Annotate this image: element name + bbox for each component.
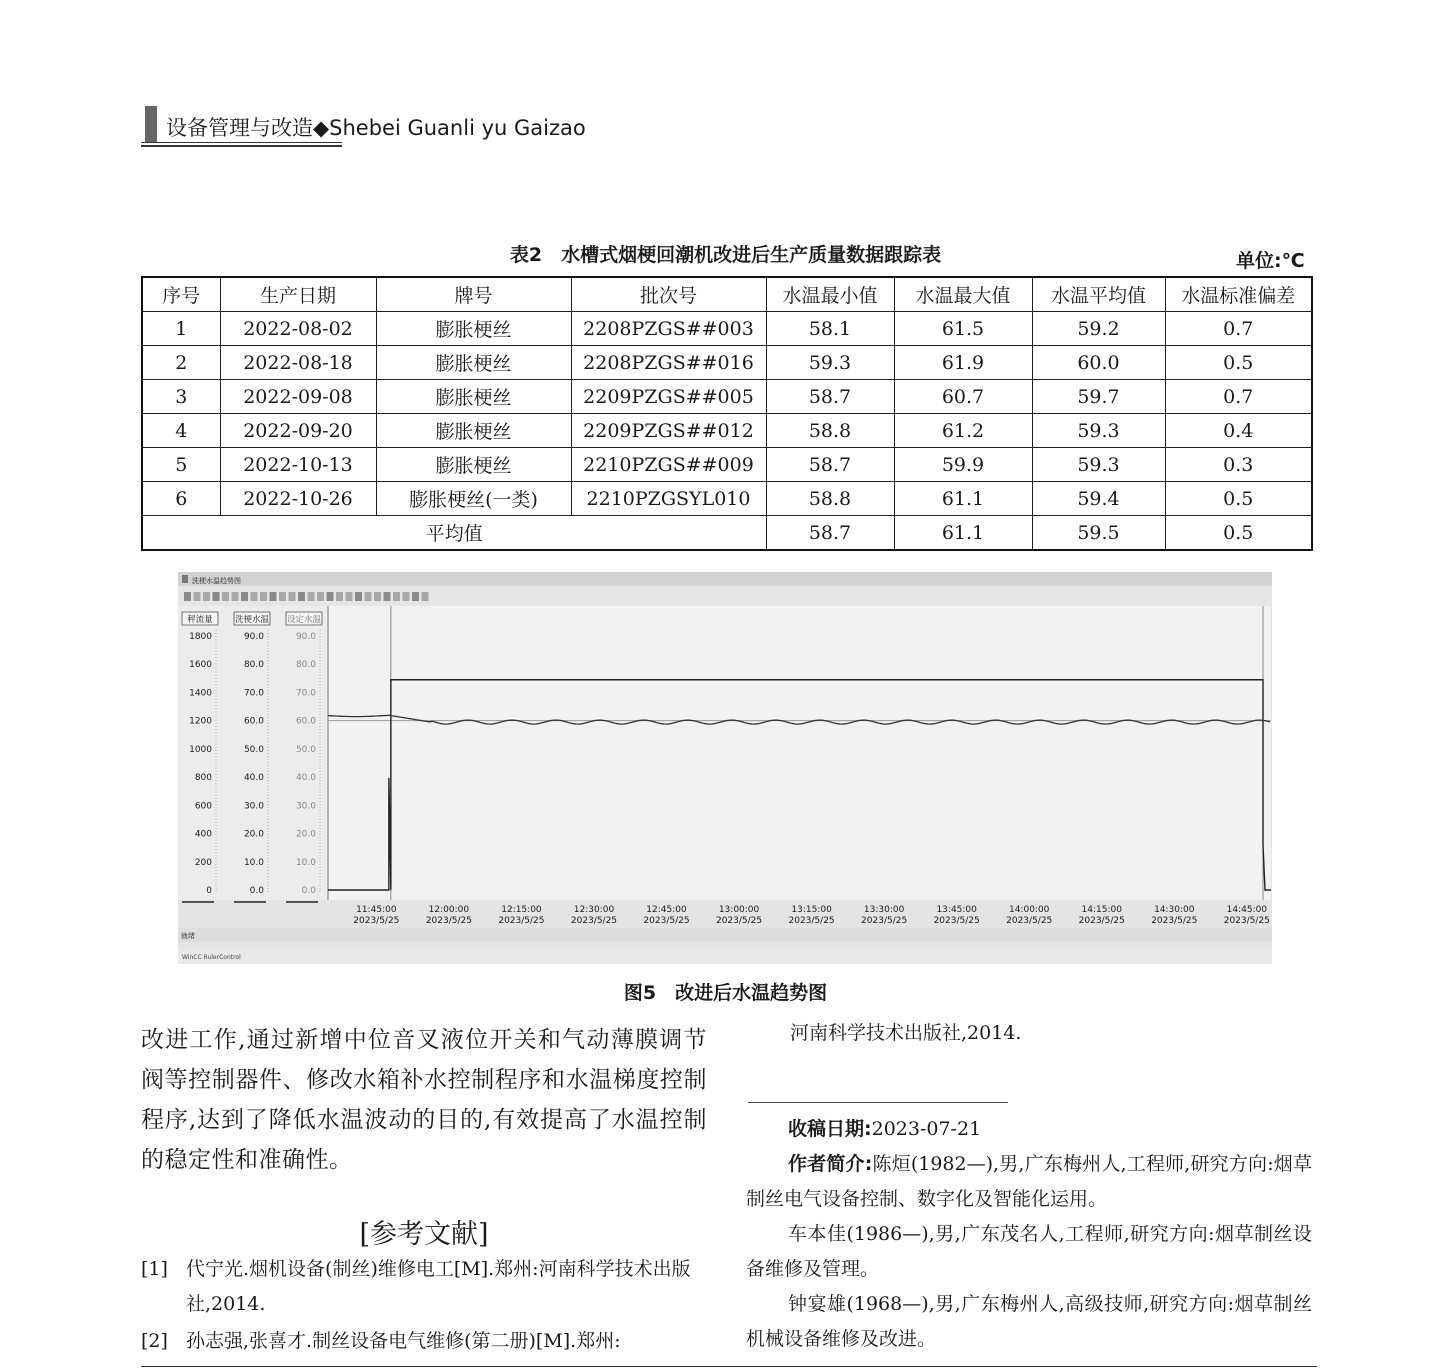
axis-name: 秤流量	[187, 615, 213, 625]
x-tick-date: 2023/5/25	[861, 916, 908, 926]
table-cell: 61.2	[894, 414, 1032, 448]
data-table	[141, 276, 1313, 551]
x-tick-date: 2023/5/25	[498, 916, 545, 926]
axis-tick-label: 40.0	[295, 773, 316, 784]
toolbar-button-icon[interactable]	[251, 592, 258, 601]
toolbar-button-icon[interactable]	[289, 592, 296, 601]
x-tick-time: 12:15:00	[501, 905, 542, 915]
table-row	[142, 346, 1312, 380]
table-cell: 59.3	[766, 346, 894, 380]
x-tick-time: 12:30:00	[573, 905, 615, 915]
axis-tick-label: 0.0	[249, 886, 264, 896]
received-date: 2023-07-21	[871, 1118, 982, 1140]
toolbar-button-icon[interactable]	[365, 592, 372, 601]
reference-item-2	[141, 1324, 707, 1359]
table-cell: 58.7	[766, 448, 894, 482]
axis-tick-label: 90.0	[295, 632, 316, 642]
table-cell: 2209PZGS##005	[571, 380, 766, 414]
toolbar-button-icon[interactable]	[393, 592, 400, 601]
toolbar-button-icon[interactable]	[412, 592, 419, 601]
table-cell: 0.7	[1165, 312, 1312, 346]
references-heading: [参考文献]	[359, 1219, 489, 1250]
author-1	[746, 1147, 1312, 1217]
x-tick-time: 12:45:00	[646, 905, 687, 915]
toolbar-button-icon[interactable]	[374, 592, 381, 601]
axis-tick-label: 30.0	[243, 801, 264, 812]
x-tick-time: 14:15:00	[1081, 905, 1122, 915]
reference-text: 代宁光.烟机设备(制丝)维修电工[M].郑州:河南科学技术出版社,2014.	[186, 1258, 691, 1315]
axis-tick-label: 90.0	[243, 632, 264, 642]
toolbar-button-icon[interactable]	[403, 592, 410, 601]
axis-tick-label: 800	[194, 773, 212, 784]
x-tick-date: 2023/5/25	[1223, 916, 1270, 926]
average-label: 平均值	[142, 516, 766, 551]
average-cell: 59.5	[1032, 516, 1165, 551]
status-text: 就绪	[181, 932, 195, 940]
table-header-row	[142, 277, 1312, 312]
axis-tick-label: 50.0	[295, 744, 316, 755]
toolbar-button-icon[interactable]	[346, 592, 353, 601]
toolbar-button-icon[interactable]	[222, 592, 229, 601]
table-cell: 膨胀梗丝	[376, 448, 571, 482]
toolbar-button-icon[interactable]	[298, 592, 305, 601]
axis-tick-label: 10.0	[243, 857, 264, 868]
toolbar-button-icon[interactable]	[317, 592, 324, 601]
toolbar-button-icon[interactable]	[327, 592, 334, 601]
table-cell: 2209PZGS##012	[571, 414, 766, 448]
author-3: 钟宴雄(1968—),男,广东梅州人,高级技师,研究方向:烟草制丝机械设备维修及改进。	[746, 1293, 1312, 1350]
table-cell: 59.2	[1032, 312, 1165, 346]
table-cell: 59.3	[1032, 448, 1165, 482]
window-title: 洗梗水温趋势图	[192, 577, 241, 585]
column-header: 水温最大值	[894, 277, 1032, 312]
x-tick-time: 13:45:00	[936, 905, 977, 915]
table-cell: 58.1	[766, 312, 894, 346]
reference-number: [1]	[141, 1258, 168, 1280]
axis-tick-label: 400	[194, 829, 212, 840]
body-paragraph: 改进工作,通过新增中位音叉液位开关和气动薄膜调节阀等控制器件、修改水箱补水控制程序和水温梯度控制程序,达到了降低水温波动的目的,有效提高了水温控制的稳定性和准确性。	[141, 1027, 707, 1173]
average-row	[142, 516, 1312, 551]
table-row	[142, 448, 1312, 482]
x-tick-date: 2023/5/25	[425, 916, 472, 926]
toolbar-button-icon[interactable]	[336, 592, 343, 601]
axis-tick-label: 600	[194, 801, 212, 812]
header-bar	[145, 106, 157, 142]
table-cell: 61.1	[894, 482, 1032, 516]
x-tick-date: 2023/5/25	[715, 916, 763, 926]
table-cell: 59.7	[1032, 380, 1165, 414]
axis-tick-label: 200	[194, 857, 212, 868]
table-unit: 单位:℃	[1236, 250, 1305, 272]
axis-tick-label: 50.0	[243, 744, 264, 755]
header-rule	[141, 142, 342, 143]
axis-name: 洗梗水温	[234, 615, 270, 625]
bottom-rule	[141, 1366, 1317, 1367]
table-cell: 1	[142, 312, 220, 346]
axis-tick-label: 70.0	[243, 688, 264, 699]
x-tick-time: 13:00:00	[718, 905, 760, 915]
table-caption: 表2 水槽式烟梗回潮机改进后生产质量数据跟踪表	[509, 244, 942, 266]
table-cell: 0.4	[1165, 414, 1312, 448]
toolbar-button-icon[interactable]	[213, 592, 220, 601]
axis-tick-label: 40.0	[243, 773, 264, 784]
toolbar-button-icon[interactable]	[241, 592, 248, 601]
column-header: 水温标准偏差	[1165, 277, 1312, 312]
figure-caption: 图5 改进后水温趋势图	[623, 982, 828, 1004]
table-cell: 2022-09-08	[220, 380, 376, 414]
toolbar-button-icon[interactable]	[308, 592, 315, 601]
header-rule-thick	[141, 145, 342, 147]
axis-tick-label: 70.0	[295, 688, 316, 699]
table-cell: 0.3	[1165, 448, 1312, 482]
axis-tick-label: 1400	[189, 688, 212, 699]
axis-tick-label: 1600	[189, 660, 212, 671]
journal-header: 设备管理与改造◆Shebei Guanli yu Gaizao	[166, 116, 586, 140]
table-cell: 2	[142, 346, 220, 380]
table-cell: 3	[142, 380, 220, 414]
x-tick-date: 2023/5/25	[933, 916, 980, 926]
table-cell: 2208PZGS##003	[571, 312, 766, 346]
table-cell: 0.7	[1165, 380, 1312, 414]
table-cell: 2022-10-26	[220, 482, 376, 516]
reference-number: [2]	[141, 1330, 168, 1352]
table-cell: 58.8	[766, 482, 894, 516]
table-cell: 2208PZGS##016	[571, 346, 766, 380]
x-tick-time: 12:00:00	[428, 905, 470, 915]
table-cell: 膨胀梗丝	[376, 312, 571, 346]
table-cell: 61.9	[894, 346, 1032, 380]
column-header: 批次号	[571, 277, 766, 312]
toolbar-button-icon[interactable]	[194, 592, 201, 601]
received-date-line	[746, 1112, 1312, 1147]
x-tick-date: 2023/5/25	[570, 916, 618, 926]
axis-tick-label: 20.0	[295, 829, 316, 840]
toolbar-button-icon[interactable]	[355, 592, 362, 601]
table-cell: 2022-08-18	[220, 346, 376, 380]
table-cell: 2022-09-20	[220, 414, 376, 448]
table-cell: 59.4	[1032, 482, 1165, 516]
x-tick-time: 13:30:00	[863, 905, 905, 915]
x-tick-time: 13:15:00	[791, 905, 832, 915]
table-row	[142, 312, 1312, 346]
footer-bar	[178, 948, 1272, 964]
table-cell: 58.7	[766, 380, 894, 414]
column-header: 生产日期	[220, 277, 376, 312]
table-cell: 0.5	[1165, 482, 1312, 516]
toolbar-button-icon[interactable]	[232, 592, 239, 601]
x-tick-time: 14:45:00	[1226, 905, 1268, 915]
toolbar-button-icon[interactable]	[203, 592, 210, 601]
table-cell: 2022-10-13	[220, 448, 376, 482]
trend-chart	[178, 572, 1272, 964]
average-cell: 61.1	[894, 516, 1032, 551]
table-cell: 2210PZGS##009	[571, 448, 766, 482]
table-cell: 5	[142, 448, 220, 482]
title-bar	[178, 572, 1272, 586]
axis-tick-label: 0.0	[301, 886, 316, 896]
x-tick-date: 2023/5/25	[1006, 916, 1053, 926]
x-tick-date: 2023/5/25	[788, 916, 835, 926]
plot-area	[328, 606, 1271, 900]
window-icon	[182, 575, 188, 583]
toolbar-button-icon[interactable]	[270, 592, 277, 601]
table-body	[142, 312, 1312, 551]
footer-label: WinCC RulerControl	[182, 954, 241, 961]
toolbar-button-icon[interactable]	[422, 592, 429, 601]
x-tick-date: 2023/5/25	[1151, 916, 1198, 926]
table-cell: 4	[142, 414, 220, 448]
axis-tick-label: 20.0	[243, 829, 264, 840]
author-label: 作者简介:	[788, 1153, 873, 1175]
table-cell: 60.0	[1032, 346, 1165, 380]
table-cell: 0.5	[1165, 346, 1312, 380]
toolbar-button-icon[interactable]	[260, 592, 267, 601]
axis-tick-label: 1000	[189, 744, 212, 755]
axis-tick-label: 60.0	[243, 716, 264, 727]
table-cell: 膨胀梗丝	[376, 380, 571, 414]
axis-tick-label: 60.0	[295, 716, 316, 727]
average-cell: 0.5	[1165, 516, 1312, 551]
axis-tick-label: 80.0	[243, 660, 264, 671]
table-cell: 58.8	[766, 414, 894, 448]
toolbar-button-icon[interactable]	[279, 592, 286, 601]
axis-tick-label: 0	[206, 886, 212, 896]
table-cell: 60.7	[894, 380, 1032, 414]
table-cell: 2022-08-02	[220, 312, 376, 346]
reference-continuation: 河南科学技术出版社,2014.	[790, 1022, 1022, 1044]
status-bar	[178, 928, 1272, 942]
table-cell: 59.3	[1032, 414, 1165, 448]
author-2: 车本佳(1986—),男,广东茂名人,工程师,研究方向:烟草制丝设备维修及管理。	[746, 1223, 1312, 1280]
x-tick-time: 14:30:00	[1154, 905, 1195, 915]
x-tick-time: 14:00:00	[1008, 905, 1050, 915]
x-tick-date: 2023/5/25	[1078, 916, 1125, 926]
reference-item-1	[141, 1252, 707, 1322]
table-cell: 61.5	[894, 312, 1032, 346]
axis-tick-label: 10.0	[295, 857, 316, 868]
x-tick-time: 11:45:00	[356, 905, 397, 915]
table-cell: 膨胀梗丝	[376, 346, 571, 380]
axis-tick-label: 1800	[189, 632, 212, 642]
x-tick-date: 2023/5/25	[353, 916, 400, 926]
column-header: 序号	[142, 277, 220, 312]
table-cell: 2210PZGSYL010	[571, 482, 766, 516]
table-cell: 59.9	[894, 448, 1032, 482]
axis-tick-label: 30.0	[295, 801, 316, 812]
table-cell: 6	[142, 482, 220, 516]
table-row	[142, 414, 1312, 448]
column-header: 牌号	[376, 277, 571, 312]
toolbar-button-icon[interactable]	[384, 592, 391, 601]
average-cell: 58.7	[766, 516, 894, 551]
received-label: 收稿日期:	[788, 1118, 872, 1140]
reference-text: 孙志强,张喜才.制丝设备电气维修(第二册)[M].郑州:	[186, 1330, 621, 1352]
table-cell: 膨胀梗丝(一类)	[376, 482, 571, 516]
table-cell: 膨胀梗丝	[376, 414, 571, 448]
toolbar-button-icon[interactable]	[184, 592, 191, 601]
footnote-rule	[748, 1102, 1008, 1103]
axis-tick-label: 1200	[189, 716, 212, 727]
axis-name: 设定水温	[286, 615, 322, 625]
column-header: 水温平均值	[1032, 277, 1165, 312]
column-header: 水温最小值	[766, 277, 894, 312]
table-row	[142, 482, 1312, 516]
table-row	[142, 380, 1312, 414]
author-1-text: 陈烜(1982—),男,广东梅州人,工程师,研究方向:烟草制丝电气设备控制、数字化及智能化运用。	[746, 1153, 1312, 1210]
x-tick-date: 2023/5/25	[643, 916, 690, 926]
axis-tick-label: 80.0	[295, 660, 316, 671]
